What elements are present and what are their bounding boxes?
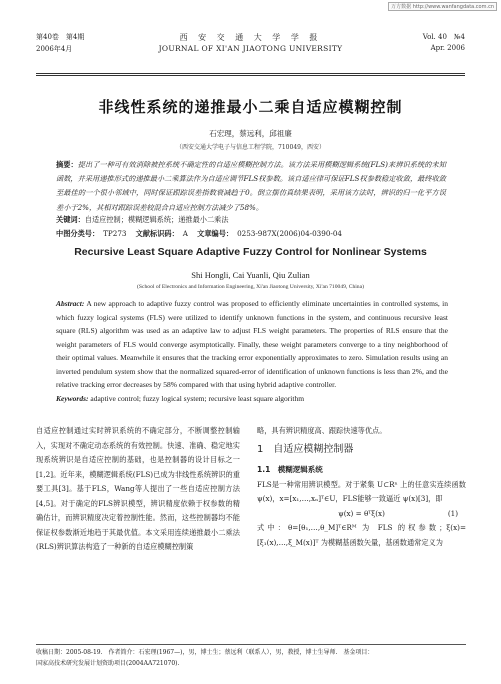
journal-name-en: JOURNAL OF XI'AN JIAOTONG UNIVERSITY (158, 44, 343, 53)
clc-value: TP273 (103, 229, 127, 238)
section-heading-1: 1 自适应模糊控制器 (257, 443, 354, 455)
affiliation-cn: （西安交通大学电子与信息工程学院，710049，西安） (176, 144, 325, 151)
date-cn: 2006年4月 (36, 45, 73, 53)
section-paragraph-2: 式中：θ=[θ₁,…,θ_M]ᵀ∈Rᴹ 为 FLS 的权参数；ξ(x)=[ξ₁(x),…,ξ_M(x)]ᵀ 为模糊基函数矢量，基函数通常定义为 (257, 523, 466, 547)
keywords-en-text: adaptive control; fuzzy logical system; recursive least square algorithm (90, 393, 305, 403)
keywords-cn-label: 关键词： (56, 215, 85, 224)
equation-number: (1) (447, 508, 458, 518)
section-paragraph-1: FLS是一种常用辨识模型。对于紧集 U⊂Rⁿ 上的任意实连续函数 ψ(x)，x=[x₁,…,xₙ]ᵀ∈U，FLS能够一致逼近 ψ(x)[3]，即 (257, 479, 466, 503)
clc-label: 中图分类号： (56, 229, 100, 238)
abstract-en (56, 297, 448, 405)
journal-name-cn: 西 安 交 通 大 学 学 报 (179, 33, 322, 42)
section-heading-1-1: 1.1 模糊逻辑系统 (257, 465, 323, 474)
body-left-column (36, 424, 240, 555)
article-no-value: 0253-987X(2006)04-0390-04 (237, 229, 342, 238)
header-rule-thin (36, 75, 465, 76)
abstract-cn-text: 提出了一种可有效消除被控系统不确定性的自适应模糊控制方法。该方法采用模糊逻辑系统(FLS)来辨识系统的未知函数，并采用递推形式的递推最小二乘算法作为自适应调节FLS权参数。该自适应律可保证FLS权参数稳定收敛，最终收敛至最佳的一个很小邻域中，同时保证跟踪误差指数衰减趋于0。倒立摆仿真结果表明，采用该方法时，辨识的归一化平方误差小于2%，其相对跟踪误差较混合自适应控制方法减少了58%。 (56, 160, 446, 212)
equation-1 (257, 507, 466, 522)
date-en: Apr. 2006 (430, 44, 465, 52)
footnote-line-1: 收稿日期：2005-08-19. 作者简介：石宏理(1967—)，男，博士生；蔡远利（联系人），男，教授，博士生导师. 基金项目： (36, 649, 374, 656)
header-rule (36, 73, 465, 74)
equation-body: ψ(x) = θᵀξ(x) (338, 508, 385, 518)
paper-title-en: Recursive Least Square Adaptive Fuzzy Control for Nonlinear Systems (74, 246, 427, 258)
affiliation-en: (School of Electronics and Information Engineering, Xi'an Jiaotong University, Xi'an 710049, China) (137, 284, 364, 290)
authors-en: Shi Hongli, Cai Yuanli, Qiu Zulian (191, 270, 310, 280)
keywords-cn-text: 自适应控制；模糊逻辑系统；递推最小二乘法 (84, 215, 229, 224)
footnote-line-2: 国家高技术研究发展计划资助项目(2004AA721070). (36, 660, 180, 667)
keywords-en-label: Keywords: (56, 393, 89, 403)
keywords-cn (56, 215, 446, 225)
authors-cn: 石宏理，蔡远利，邱祖廉 (209, 129, 292, 138)
classification-line (56, 229, 446, 239)
intro-paragraph: 自适应控制通过实时辨识系统的不确定部分，不断调整控制输入，实现对不确定动态系统的有效控制。快速、准确、稳定地实现系统辨识是自适应控制的基础，也是控制器的设计目标之一[1,2]。近年来，模糊逻辑系统(FLS)已成为非线性系统辨识的重要工具[3]。基于FLS，Wang等人提出了一些自适应控制方法[4,5]。对于确定的FLS辨识模型，辨识精度依赖于权参数的精确估计，而辨识精度决定着控制性能。然而，这些控制器均不能保证权参数渐近地趋于其最优值。本文采用连续递推最小二乘法(RLS)辨识算法构造了一种新的自适应模糊控制策 (36, 426, 240, 551)
abstract-cn-label: 摘要： (56, 160, 78, 169)
volume-en: Vol. 40 №4 (422, 33, 465, 41)
intro-continued: 略，具有辨识精度高、跟踪快速等优点。 (257, 426, 387, 435)
doc-code-value: A (182, 229, 188, 238)
footnote (36, 644, 466, 669)
article-no-label: 文章编号： (197, 229, 234, 238)
doc-code-label: 文献标识码： (135, 229, 179, 238)
abstract-en-text: A new approach to adaptive fuzzy control was proposed to efficiently eliminate uncertainties in controlled systems, in which fuzzy logical systems (FLS) were utilized to identify unknown functions in the system, and continuous recursive least square (RLS) algorithm was used as an adaptive law to adjust FLS weight parameters. The properties of RLS ensure that the weight parameters of FLS would converge asymptotically. Finally, these weight parameters converge to a tiny neighborhood of their optimal values. Meanwhile it ensures that the tracking error exponentially approximates to zero. Simulation results using an inverted pendulum system show that the normalized squared-error of identification of unknown functions is less than 2%, and the relative tracking error decreases by 58% compared with that using hybrid adaptive controller. (56, 299, 448, 389)
abstract-en-label: Abstract: (56, 299, 85, 308)
body-right-column (257, 424, 466, 550)
issue-cn: 第40卷 第4期 (36, 33, 85, 41)
paper-title-cn: 非线性系统的递推最小二乘自适应模糊控制 (98, 98, 403, 116)
running-header (36, 32, 465, 60)
abstract-cn (56, 158, 446, 215)
watermark: 万方数据 http://www.wanfangdata.com.cn (388, 2, 497, 11)
